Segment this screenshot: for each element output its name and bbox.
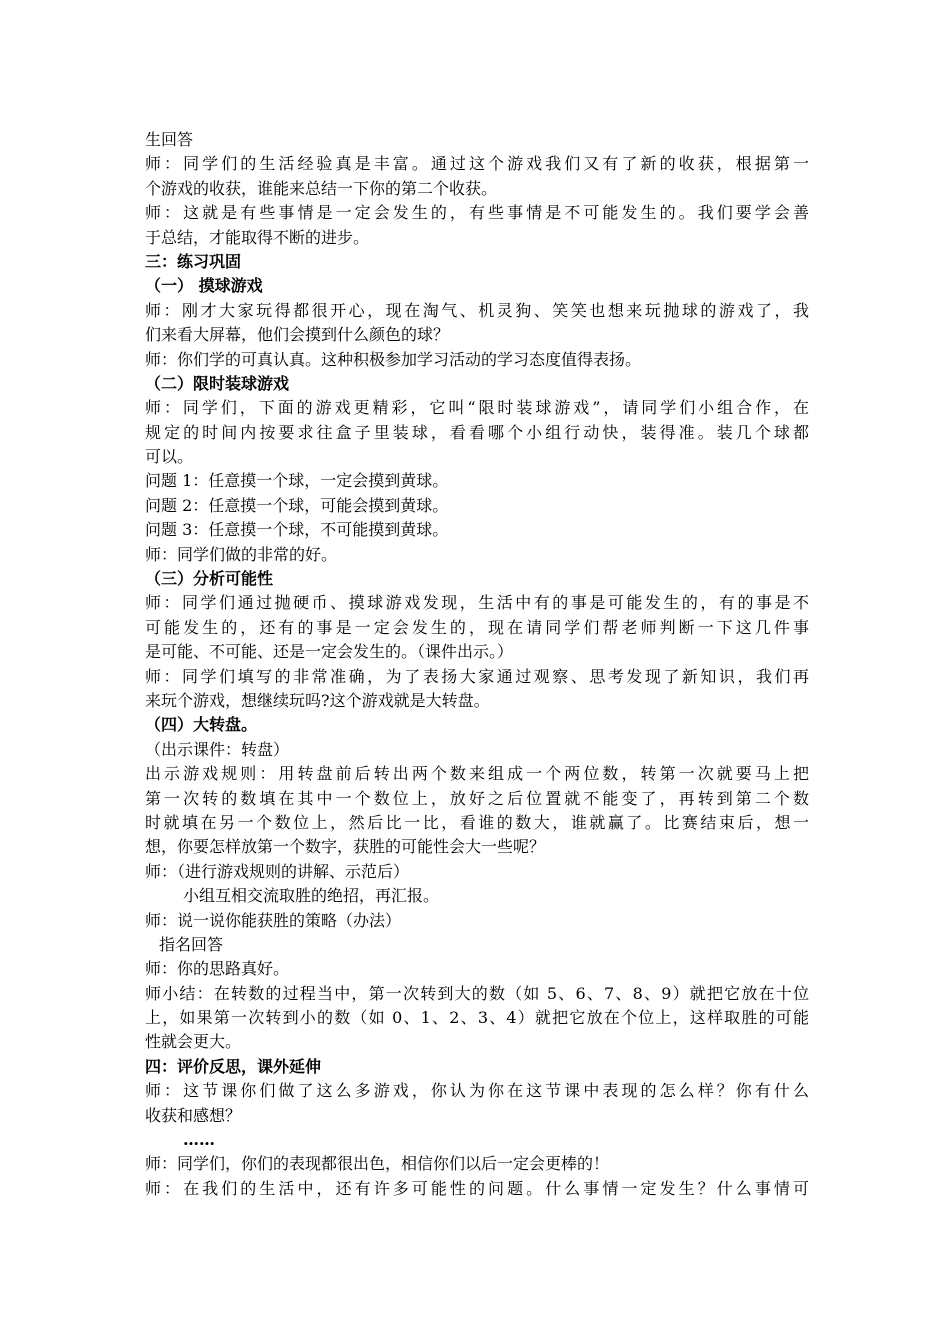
subsection-heading: （三）分析可能性 [145,569,274,589]
paragraph-line: 性就会更大。 [145,1032,242,1052]
paragraph-line: 师：同学们的生活经验真是丰富。通过这个游戏我们又有了新的收获，根据第一 [145,154,809,174]
paragraph-line: 问题 1：任意摸一个球，一定会摸到黄球。 [145,471,449,491]
paragraph-line: 问题 3：任意摸一个球，不可能摸到黄球。 [145,520,449,540]
subsection-heading: （二）限时装球游戏 [145,373,290,393]
paragraph-line: 们来看大屏幕，他们会摸到什么颜色的球？ [145,325,450,345]
section-heading: 四：评价反思，课外延伸 [145,1056,322,1076]
paragraph-line: 师：刚才大家玩得都很开心，现在淘气、机灵狗、笑笑也想来玩抛球的游戏了，我 [145,300,809,320]
paragraph-line: 可能发生的，还有的事是一定会发生的，现在请同学们帮老师判断一下这几件事 [145,617,809,637]
paragraph-line: 师：同学们，下面的游戏更精彩，它叫“限时装球游戏”，请同学们小组合作，在 [145,398,809,418]
paragraph-line: 第一次转的数填在其中一个数位上，放好之后位置就不能变了，再转到第二个数 [145,788,809,808]
paragraph-line: 师：这就是有些事情是一定会发生的，有些事情是不可能发生的。我们要学会善 [145,203,809,223]
paragraph-line: 师：同学们通过抛硬币、摸球游戏发现，生活中有的事是可能发生的，有的事是不 [145,593,809,613]
section-heading: 三：练习巩固 [145,251,242,271]
paragraph-line: 问题 2：任意摸一个球，可能会摸到黄球。 [145,495,449,515]
subsection-heading: （一） 摸球游戏 [145,276,263,296]
paragraph-line: 想，你要怎样放第一个数字，获胜的可能性会大一些呢？ [145,837,546,857]
paragraph-line: 时就填在另一个数位上，然后比一比，看谁的数大，谁就赢了。比赛结束后，想一 [145,812,809,832]
document-page [145,128,809,1201]
paragraph-line: 师：这节课你们做了这么多游戏，你认为你在这节课中表现的怎么样？你有什么 [145,1081,809,1101]
paragraph-line: 来玩个游戏，想继续玩吗?这个游戏就是大转盘。 [145,690,490,710]
paragraph-line: 师：你们学的可真认真。这种积极参加学习活动的学习态度值得表扬。 [145,349,642,369]
paragraph-line: 师：同学们做的非常的好。 [145,544,338,564]
paragraph-line: 师小结：在转数的过程当中，第一次转到大的数（如 5、6、7、8、9）就把它放在十位 [145,983,809,1003]
paragraph-line: 上，如果第一次转到小的数（如 0、1、2、3、4）就把它放在个位上，这样取胜的可能 [145,1008,809,1028]
paragraph-line: 收获和感想？ [145,1105,242,1125]
paragraph-line: 生回答 [145,130,194,149]
paragraph-line: 可以。 [145,447,194,467]
paragraph-line: 个游戏的收获，谁能来总结一下你的第二个收获。 [145,178,498,198]
paragraph-line: 指名回答 [159,934,224,954]
paragraph-line: 师：在我们的生活中，还有许多可能性的问题。什么事情一定发生？什么事情可 [145,1178,809,1198]
ellipsis-line: …… [183,1130,215,1150]
paragraph-line: 师：（进行游戏规则的讲解、示范后） [145,861,410,881]
subsection-heading: （四）大转盘。 [145,715,258,735]
paragraph-line: （出示课件：转盘） [145,739,290,759]
paragraph-line: 师：你的思路真好。 [145,959,290,979]
paragraph-line: 出示游戏规则：用转盘前后转出两个数来组成一个两位数，转第一次就要马上把 [145,764,809,784]
paragraph-line: 于总结，才能取得不断的进步。 [145,227,370,247]
paragraph-line: 规定的时间内按要求往盒子里装球，看看哪个小组行动快，装得准。装几个球都 [145,422,809,442]
paragraph-line: 小组互相交流取胜的绝招，再汇报。 [183,886,440,906]
paragraph-line: 师：说一说你能获胜的策略（办法） [145,910,402,930]
paragraph-line: 师：同学们，你们的表现都很出色，相信你们以后一定会更棒的！ [145,1154,610,1174]
paragraph-line: 是可能、不可能、还是一定会发生的。（课件出示。） [145,642,514,662]
paragraph-line: 师：同学们填写的非常准确，为了表扬大家通过观察、思考发现了新知识，我们再 [145,666,809,686]
